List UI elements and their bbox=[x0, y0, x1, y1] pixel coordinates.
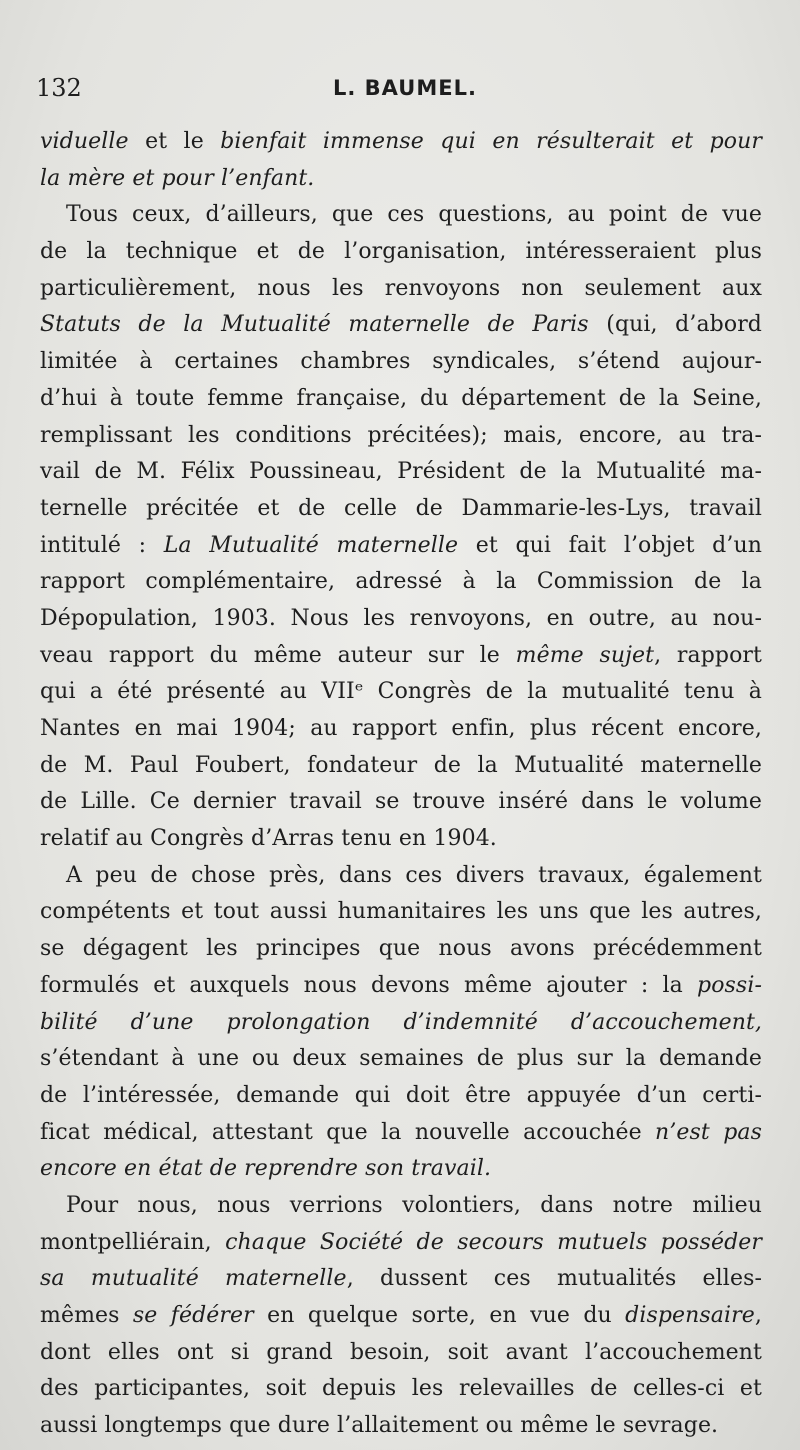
text-segment: limitée à certaines chambres syndicales, s’étend aujour- bbox=[40, 349, 762, 375]
text-segment: remplissant les conditions précitées); mais, encore, au tra- bbox=[40, 422, 762, 448]
text-line bbox=[40, 234, 762, 271]
text-segment: (qui, d’abord bbox=[588, 312, 762, 338]
text-segment: Nantes en mai 1904; au rapport enfin, plus récent encore, bbox=[40, 716, 762, 741]
italic-text: Statuts de la Mutualité maternelle de Paris bbox=[40, 312, 589, 338]
text-line bbox=[40, 748, 762, 785]
text-line bbox=[40, 1151, 762, 1188]
text-line bbox=[40, 1188, 762, 1225]
text-line bbox=[40, 601, 762, 638]
text-segment: ficat médical, attestant que la nouvelle accouchée bbox=[40, 1119, 656, 1145]
text-line bbox=[40, 1041, 762, 1078]
text-segment: et le bbox=[128, 129, 221, 154]
text-line bbox=[40, 564, 762, 601]
text-segment: aussi longtemps que dure l’allaitement ou même le sevrage. bbox=[40, 1413, 719, 1439]
text-line bbox=[40, 418, 762, 455]
page-header bbox=[36, 74, 766, 110]
text-segment: formulés et auxquels nous devons même ajouter : la bbox=[40, 972, 698, 998]
text-line bbox=[40, 674, 762, 711]
text-line bbox=[40, 1408, 762, 1445]
italic-text: chaque Société de secours mutuels posséder bbox=[225, 1229, 762, 1255]
text-line bbox=[40, 307, 762, 344]
text-segment: de M. Paul Foubert, fondateur de la Mutualité maternelle bbox=[40, 752, 762, 778]
text-segment: vail de M. Félix Poussineau, Président de la Mutualité ma- bbox=[40, 459, 762, 485]
text-segment: veau rapport du même auteur sur le bbox=[40, 642, 516, 668]
text-segment: mêmes bbox=[40, 1303, 133, 1328]
text-segment: Pour nous, nous verrions volontiers, dans notre milieu bbox=[66, 1192, 762, 1218]
body-text bbox=[40, 124, 762, 1445]
text-segment: , dussent ces mutualités elles- bbox=[346, 1266, 762, 1292]
text-line bbox=[40, 821, 762, 858]
text-segment: et qui fait l’objet d’un bbox=[458, 532, 762, 558]
italic-text: encore en état de reprendre son travail. bbox=[40, 1156, 492, 1182]
text-segment: Dépopulation, 1903. Nous les renvoyons, en outre, au nou- bbox=[40, 605, 762, 631]
text-segment: qui a été présenté au VIIᵉ Congrès de la mutualité tenu à bbox=[40, 679, 762, 705]
text-line bbox=[40, 894, 762, 931]
text-segment: des participantes, soit depuis les relevailles de celles-ci et bbox=[40, 1376, 762, 1402]
text-line bbox=[40, 271, 762, 308]
italic-text: dispensaire bbox=[625, 1303, 755, 1328]
text-line bbox=[40, 1225, 762, 1262]
text-segment: de Lille. Ce dernier travail se trouve inséré dans le volume bbox=[40, 789, 762, 815]
text-segment: ternelle précitée et de celle de Dammarie-les-Lys, travail bbox=[40, 495, 762, 521]
text-segment: A peu de chose près, dans ces divers travaux, également bbox=[66, 862, 762, 888]
text-segment: rapport complémentaire, adressé à la Commission de la bbox=[40, 569, 762, 595]
text-line bbox=[40, 1298, 762, 1335]
italic-text: La Mutualité maternelle bbox=[163, 532, 459, 558]
text-segment: , rapport bbox=[654, 642, 762, 668]
text-line bbox=[40, 197, 762, 234]
text-segment: de l’intéressée, demande qui doit être appuyée d’un certi- bbox=[40, 1082, 762, 1108]
italic-text: sa mutualité maternelle bbox=[40, 1266, 347, 1292]
text-line bbox=[40, 1005, 762, 1042]
text-line bbox=[40, 858, 762, 895]
italic-text: bienfait immense qui en résulterait et pour bbox=[220, 129, 762, 154]
text-segment: montpelliérain, bbox=[40, 1229, 226, 1255]
text-segment: de la technique et de l’organisation, intéresseraient plus bbox=[40, 239, 762, 265]
text-line bbox=[40, 124, 762, 161]
text-line bbox=[40, 711, 762, 748]
text-segment: Tous ceux, d’ailleurs, que ces questions, au point de vue bbox=[66, 202, 762, 228]
page-number: 132 bbox=[36, 74, 82, 102]
text-line bbox=[40, 931, 762, 968]
italic-text: même sujet bbox=[515, 642, 655, 668]
italic-text: se fédérer bbox=[132, 1303, 254, 1328]
text-segment: d’hui à toute femme française, du département de la Seine, bbox=[40, 385, 762, 411]
text-line bbox=[40, 1371, 762, 1408]
text-segment: se dégagent les principes que nous avons précédemment bbox=[40, 936, 762, 962]
italic-text: bilité d’une prolongation d’indemnité d’accouchement, bbox=[40, 1009, 762, 1035]
text-segment: en quelque sorte, en vue du bbox=[253, 1303, 626, 1328]
text-line bbox=[40, 161, 762, 198]
text-segment: , bbox=[754, 1303, 762, 1328]
text-line bbox=[40, 784, 762, 821]
text-line bbox=[40, 1115, 762, 1152]
text-line bbox=[40, 528, 762, 565]
text-line bbox=[40, 968, 762, 1005]
text-segment: s’étendant à une ou deux semaines de plus sur la demande bbox=[40, 1046, 762, 1072]
text-segment: intitulé : bbox=[40, 532, 164, 558]
text-line bbox=[40, 381, 762, 418]
text-line bbox=[40, 344, 762, 381]
italic-text: possi- bbox=[697, 972, 762, 998]
text-line bbox=[40, 1335, 762, 1372]
text-line bbox=[40, 454, 762, 491]
text-line bbox=[40, 491, 762, 528]
text-line bbox=[40, 638, 762, 675]
text-line bbox=[40, 1078, 762, 1115]
running-head: L. BAUMEL. bbox=[333, 76, 477, 100]
text-segment: relatif au Congrès d’Arras tenu en 1904. bbox=[40, 826, 497, 852]
text-segment: particulièrement, nous les renvoyons non seulement aux bbox=[40, 275, 762, 301]
text-line bbox=[40, 1261, 762, 1298]
text-segment: compétents et tout aussi humanitaires les uns que les autres, bbox=[40, 899, 762, 925]
italic-text: viduelle bbox=[40, 129, 129, 154]
italic-text: n’est pas bbox=[655, 1119, 762, 1145]
text-segment: dont elles ont si grand besoin, soit avant l’accouchement bbox=[40, 1339, 762, 1365]
italic-text: la mère et pour l’enfant. bbox=[40, 165, 315, 191]
